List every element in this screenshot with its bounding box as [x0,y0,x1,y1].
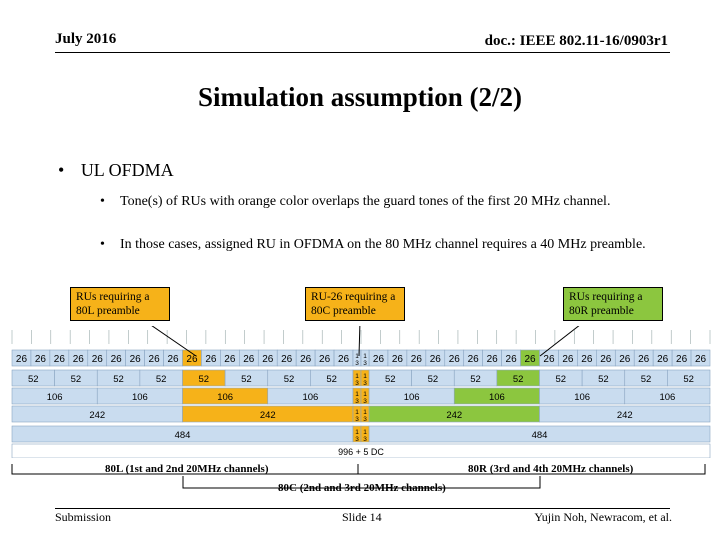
center-digit: 3 [363,380,367,387]
ru-r52-label: 52 [427,374,439,385]
ru-r106-label: 106 [131,392,148,403]
slide-title: Simulation assumption (2/2) [197,82,523,112]
bullet-ul-ofdma [58,160,174,181]
ru-r52-label: 52 [70,374,82,385]
ru-r26-label: 26 [600,354,612,365]
ru-r26-label: 26 [638,354,650,365]
ru-r106-label: 106 [217,392,234,403]
sub-bullet-1 [100,192,670,230]
ru-r26-label: 26 [581,354,593,365]
center-digit: 3 [355,380,359,387]
center-digit: 1 [363,391,367,398]
callout-80c: RU-26 requiring a 80C preamble [305,287,405,321]
center-digit: 1 [363,353,367,360]
ru-r52-label: 52 [283,374,295,385]
callout-80r: RUs requiring a 80R preamble [563,287,663,321]
range-80c-label: 80C (2nd and 3rd 20MHz channels) [278,482,446,494]
ru-r52-label: 52 [555,374,567,385]
ru-r106-label: 106 [403,392,420,403]
sub-bullet-2 [100,235,670,273]
ru-allocation-diagram [10,326,712,458]
center-digit: 3 [355,360,359,367]
ru-r52-label: 52 [385,374,396,385]
center-digit: 1 [355,409,359,416]
ru-r52-label: 52 [326,374,337,385]
ru-r52-label: 52 [598,374,609,385]
center-digit: 3 [363,398,367,405]
ru-r52-label: 52 [155,374,167,385]
ru-r106-label: 106 [574,392,591,403]
ru-r26-label: 26 [110,354,122,365]
ru-r26-label: 26 [467,354,479,365]
sub-bullet-text: In those cases, assigned RU in OFDMA on the 80 MHz channel requires a 40 MHz preamble. [120,237,646,252]
ru-r106-label: 106 [46,392,63,403]
ru-r26-label: 26 [524,354,536,365]
ru-r242-label: 242 [89,410,106,421]
ru-r242-label: 242 [446,410,463,421]
footer-rule [55,508,670,509]
ru-r52-label: 52 [470,374,481,385]
center-digit: 3 [363,360,367,367]
center-digit: 1 [363,373,367,380]
footer-slide-number: Slide 14 [342,510,382,524]
header-date: July 2016 [55,31,117,47]
tone-index-ticks [12,330,710,344]
center-digit: 1 [355,373,359,380]
center-digit: 1 [355,353,359,360]
ru-rows [12,350,710,458]
ru-r242-label: 242 [259,410,276,421]
center-digit: 1 [355,429,359,436]
ru-r26-label: 26 [53,354,65,365]
ru-r26-label: 26 [562,354,574,365]
ru-r26-label: 26 [72,354,84,365]
header-rule [55,52,670,53]
center-digit: 3 [363,436,367,443]
ru-r26-label: 26 [205,354,217,365]
center-digit: 1 [355,391,359,398]
ru-r26-label: 26 [543,354,555,365]
bullet-dot: • [58,160,65,180]
ru-r26-label: 26 [372,354,385,365]
ru-r484-label: 484 [531,430,548,441]
center-digit: 3 [355,398,359,405]
footer-author: Yujin Noh, Newracom, et al. [534,510,672,524]
center-digit: 3 [355,436,359,443]
ru-r26-label: 26 [15,354,28,365]
ru-r26-label: 26 [129,354,141,365]
bullet-dot: • [100,237,105,252]
ru-r26-label: 26 [224,354,236,365]
footer-submission: Submission [55,510,112,524]
ru-r26-label: 26 [337,354,350,365]
ru-r26-label: 26 [676,354,688,365]
ru-r26-label: 26 [429,354,441,365]
ru-996-label: 996 + 5 DC [338,447,384,457]
range-80l-label: 80L (1st and 2nd 20MHz channels) [105,463,269,475]
center-digit: 3 [355,416,359,423]
ru-r26-label: 26 [262,354,274,365]
ru-r106-label: 106 [488,392,505,403]
ru-r26-label: 26 [91,354,103,365]
bullet-text: UL OFDMA [80,160,174,180]
ru-r52-label: 52 [640,374,652,385]
ru-r26-label: 26 [486,354,498,365]
ru-r26-label: 26 [148,354,160,365]
ru-r26-label: 26 [34,354,46,365]
ru-r26-label: 26 [300,354,312,365]
ru-r52-label: 52 [241,374,252,385]
ru-r106-label: 106 [659,392,676,403]
ru-r52-label: 52 [512,374,524,385]
ru-r52-label: 52 [28,374,39,385]
ru-r26-label: 26 [319,354,331,365]
ru-r26-label: 26 [281,354,293,365]
ru-r26-label: 26 [243,354,255,365]
ru-r26-label: 26 [657,354,669,365]
ru-r26-label: 26 [694,354,707,365]
ru-r52-label: 52 [198,374,210,385]
bullet-dot: • [100,194,105,209]
ru-r26-label: 26 [391,354,403,365]
callout-80l: RUs requiring a 80L preamble [70,287,170,321]
header-doc-id: doc.: IEEE 802.11-16/0903r1 [484,33,668,49]
ru-r52-label: 52 [113,374,124,385]
sub-bullet-text: Tone(s) of RUs with orange color overlaps the guard tones of the first 20 MHz channel. [120,194,611,209]
ru-r26-label: 26 [167,354,179,365]
ru-r26-label: 26 [619,354,631,365]
ru-r26-label: 26 [505,354,517,365]
center-digit: 3 [363,416,367,423]
ru-r26-label: 26 [410,354,422,365]
range-80r-label: 80R (3rd and 4th 20MHz channels) [468,463,634,475]
ru-r26-label: 26 [186,354,198,365]
ru-r106-label: 106 [302,392,319,403]
center-digit: 1 [363,409,367,416]
ru-r484-label: 484 [174,430,191,441]
ru-r26-label: 26 [448,354,460,365]
ru-r242-label: 242 [616,410,633,421]
center-digit: 1 [363,429,367,436]
ru-r52-label: 52 [683,374,694,385]
